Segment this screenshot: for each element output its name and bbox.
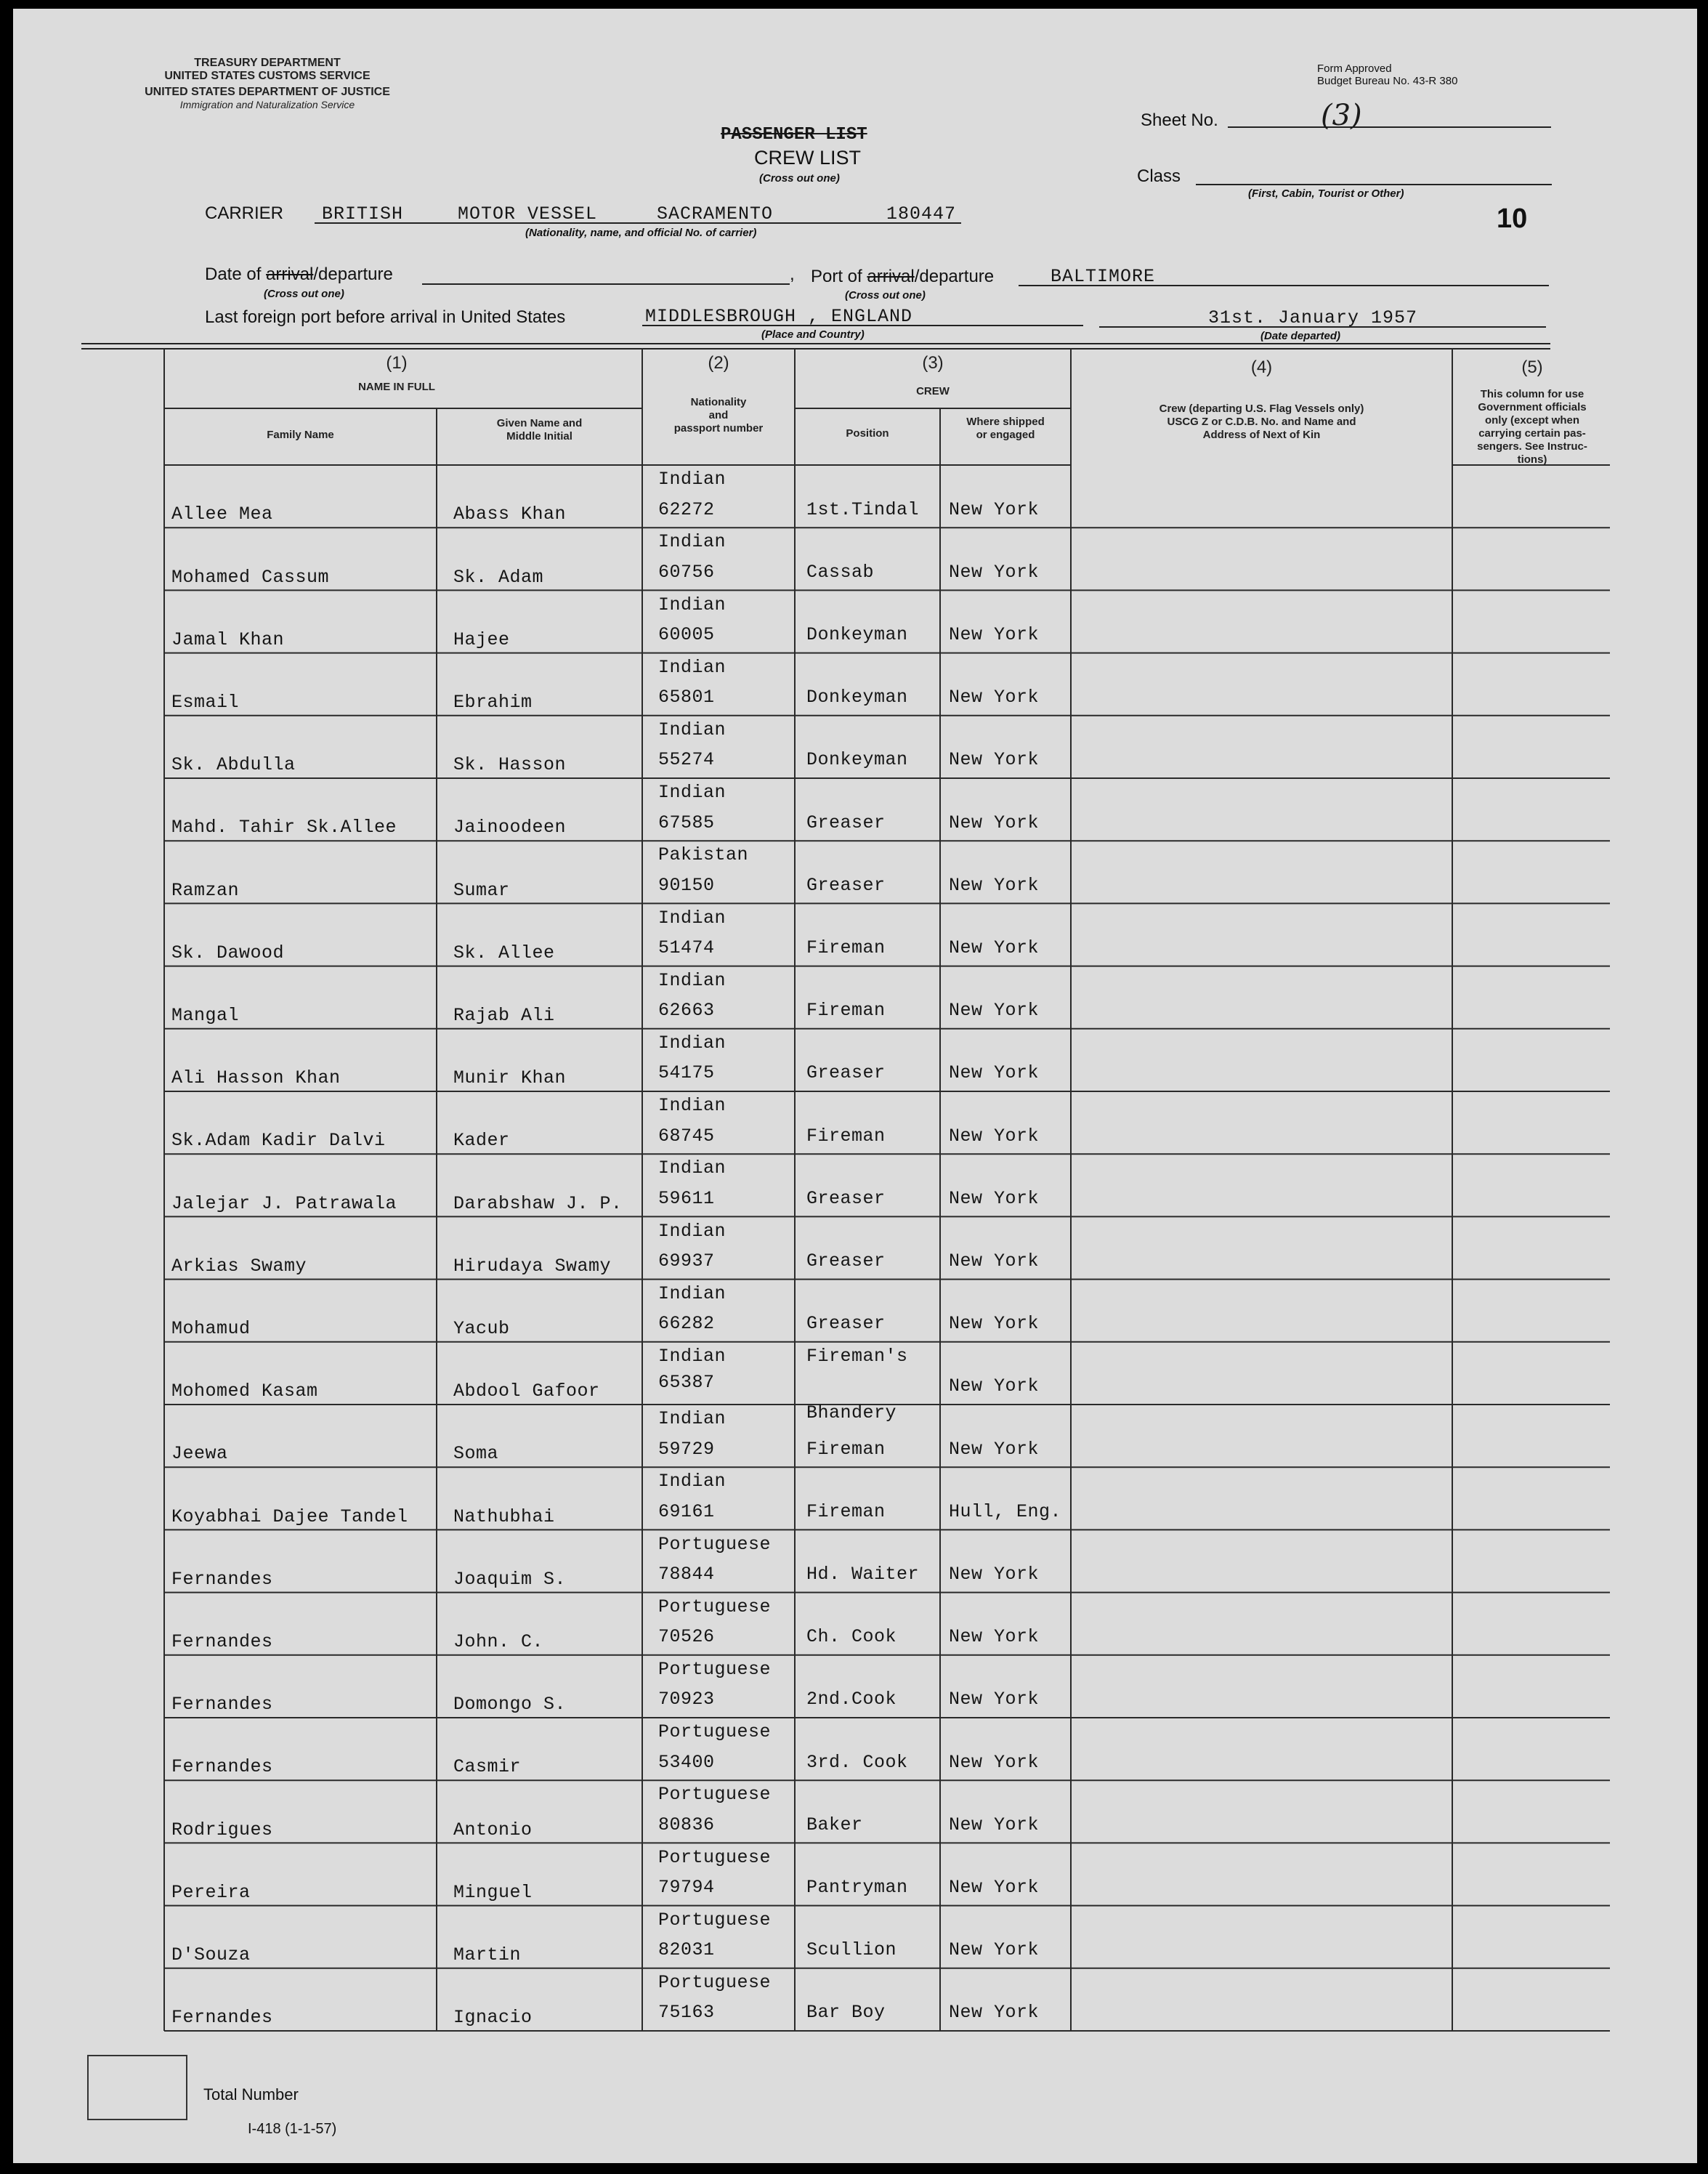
nationality: Portuguese: [658, 1721, 772, 1743]
passport-number: 80836: [658, 1814, 715, 1835]
position: Greaser: [806, 874, 886, 896]
carrier-nationality: BRITISH: [322, 203, 404, 225]
family-name: Jeewa: [171, 1443, 228, 1465]
nationality: Indian: [658, 782, 726, 804]
carrier-note: (Nationality, name, and official No. of carrier): [525, 227, 757, 239]
nationality: Portuguese: [658, 1596, 772, 1617]
crew-list-form: [13, 9, 1697, 2163]
family-name: Ali Hasson Khan: [171, 1067, 341, 1089]
nationality: Indian: [658, 1095, 726, 1117]
given-name: Darabshaw J. P.: [453, 1192, 623, 1214]
position: Greaser: [806, 1187, 886, 1209]
family-name: Koyabhai Dajee Tandel: [171, 1506, 408, 1527]
where-shipped: New York: [949, 1438, 1040, 1460]
where-shipped: New York: [949, 749, 1040, 771]
where-shipped: Hull, Eng.: [949, 1500, 1062, 1522]
position: 3rd. Cook: [806, 1751, 908, 1773]
given-name: Yacub: [453, 1318, 510, 1340]
nationality: Portuguese: [658, 1909, 772, 1931]
nationality: Portuguese: [658, 1784, 772, 1806]
col5-header-3: only (except when: [1484, 414, 1580, 427]
nationality: Indian: [658, 1220, 726, 1242]
passport-number: 53400: [658, 1751, 715, 1773]
nationality: Indian: [658, 969, 726, 991]
passenger-list-struck: PASSENGER LIST: [721, 125, 867, 145]
where-shipped: New York: [949, 874, 1040, 896]
col3-number: (3): [922, 353, 944, 373]
given-name: Sk. Hasson: [453, 754, 567, 776]
passport-number: 59611: [658, 1187, 715, 1209]
where-shipped: New York: [949, 1375, 1040, 1397]
col5-header-5: sengers. See Instruc-: [1477, 440, 1587, 453]
nationality: Pakistan: [658, 844, 749, 866]
family-name: Sk.Adam Kadir Dalvi: [171, 1130, 386, 1152]
where-shipped: New York: [949, 1125, 1040, 1147]
agency-line-4: Immigration and Naturalization Service: [179, 99, 355, 110]
port-label-post: /departure: [914, 267, 995, 286]
given-name: Minguel: [453, 1881, 533, 1903]
where-shipped: New York: [949, 1814, 1040, 1835]
given-name: Casmir: [453, 1756, 522, 1778]
given-name: Hirudaya Swamy: [453, 1255, 612, 1277]
given-name: Abass Khan: [453, 504, 567, 525]
passport-number: 70923: [658, 1689, 715, 1710]
where-shipped: New York: [949, 1689, 1040, 1710]
agency-line-2: UNITED STATES CUSTOMS SERVICE: [164, 70, 371, 82]
given-name: Ignacio: [453, 2007, 533, 2029]
last-port-note: (Place and Country): [761, 328, 865, 341]
date-comma: ,: [790, 264, 795, 284]
passport-number: 59729: [658, 1438, 715, 1460]
family-name: Fernandes: [171, 2007, 273, 2029]
last-port-value: MIDDLESBROUGH , ENGLAND: [645, 306, 913, 327]
port-label-struck: arrival: [867, 267, 915, 286]
nationality: Indian: [658, 719, 726, 740]
class-label: Class: [1137, 166, 1181, 186]
col3b-header-1: Where shipped: [966, 416, 1045, 428]
nationality: Indian: [658, 1471, 726, 1492]
last-port-label: Last foreign port before arrival in United States: [205, 307, 566, 327]
nationality: Indian: [658, 531, 726, 553]
position: Fireman: [806, 1438, 886, 1460]
passport-number: 55274: [658, 749, 715, 771]
given-name: Sk. Allee: [453, 942, 555, 963]
total-number-label: Total Number: [203, 2085, 299, 2104]
passport-number: 78844: [658, 1563, 715, 1585]
position: Bar Boy: [806, 2002, 886, 2024]
family-name: Rodrigues: [171, 1819, 273, 1840]
family-name: Jalejar J. Patrawala: [171, 1192, 397, 1214]
col5-header: [1452, 388, 1612, 466]
nationality: Indian: [658, 1408, 726, 1430]
nationality: Indian: [658, 469, 726, 490]
position: Baker: [806, 1814, 863, 1835]
passport-number: 82031: [658, 1939, 715, 1961]
where-shipped: New York: [949, 1062, 1040, 1084]
carrier-name: SACRAMENTO: [657, 203, 774, 225]
col5-header-4: carrying certain pas-: [1478, 427, 1586, 440]
col3b-header-2: or engaged: [976, 429, 1035, 441]
passport-number: 79794: [658, 1876, 715, 1898]
col4-header: [1071, 403, 1452, 442]
position: Fireman's: [806, 1345, 908, 1367]
col4-header-3: Address of Next of Kin: [1202, 429, 1321, 441]
col2-header-3: passport number: [673, 422, 764, 435]
nationality: Portuguese: [658, 1971, 772, 1993]
family-name: Fernandes: [171, 1631, 273, 1653]
family-name: Fernandes: [171, 1694, 273, 1716]
given-name: Nathubhai: [453, 1506, 555, 1527]
passport-number: 65387: [658, 1372, 715, 1394]
given-name: Rajab Ali: [453, 1005, 555, 1027]
family-name: Fernandes: [171, 1568, 273, 1590]
family-name: Mahd. Tahir Sk.Allee: [171, 817, 397, 839]
date-note: (Cross out one): [264, 288, 344, 300]
title-note: (Cross out one): [759, 172, 840, 185]
where-shipped: New York: [949, 2002, 1040, 2024]
form-approved-line-1: Form Approved: [1317, 62, 1392, 75]
passport-number: 54175: [658, 1062, 715, 1084]
where-shipped: New York: [949, 1939, 1040, 1961]
where-shipped: New York: [949, 1626, 1040, 1648]
passport-number: 69161: [658, 1500, 715, 1522]
family-name: Arkias Swamy: [171, 1255, 307, 1277]
carrier-vessel-type: MOTOR VESSEL: [458, 203, 598, 225]
position: Ch. Cook: [806, 1626, 897, 1648]
where-shipped: New York: [949, 1563, 1040, 1585]
passport-number: 66282: [658, 1313, 715, 1335]
port-note: (Cross out one): [845, 289, 926, 302]
position: Greaser: [806, 1313, 886, 1335]
passport-number: 60005: [658, 623, 715, 645]
given-name: Antonio: [453, 1819, 533, 1840]
family-name: Jamal Khan: [171, 629, 285, 650]
carrier-label: CARRIER: [205, 203, 284, 223]
family-name: Mohamed Cassum: [171, 566, 330, 588]
date-label-struck: arrival: [266, 264, 314, 284]
where-shipped: New York: [949, 937, 1040, 958]
given-name: Munir Khan: [453, 1067, 567, 1089]
nationality: Portuguese: [658, 1533, 772, 1555]
position: Fireman: [806, 1125, 886, 1147]
position: 2nd.Cook: [806, 1689, 897, 1710]
col3-title: CREW: [916, 385, 950, 397]
family-name: Pereira: [171, 1881, 251, 1903]
where-shipped: New York: [949, 1000, 1040, 1022]
where-shipped: New York: [949, 1250, 1040, 1272]
given-name: Sumar: [453, 879, 510, 901]
position: Fireman: [806, 1500, 886, 1522]
given-name: Hajee: [453, 629, 510, 650]
port-value: BALTIMORE: [1051, 266, 1156, 287]
family-name: Mohomed Kasam: [171, 1381, 318, 1402]
col3a-header: Position: [846, 427, 889, 440]
col4-number: (4): [1250, 357, 1273, 377]
passport-number: 67585: [658, 812, 715, 833]
col1-number: (1): [386, 353, 408, 373]
where-shipped: New York: [949, 812, 1040, 833]
given-name: Jainoodeen: [453, 817, 567, 839]
where-shipped: New York: [949, 1187, 1040, 1209]
col2-header-2: and: [708, 409, 729, 421]
where-shipped: New York: [949, 1751, 1040, 1773]
family-name: Allee Mea: [171, 504, 273, 525]
col1b-header-2: Middle Initial: [506, 430, 572, 443]
position: 1st.Tindal: [806, 498, 920, 520]
total-number-box: [87, 2055, 187, 2120]
col5-header-2: Government officials: [1478, 401, 1587, 413]
position: Fireman: [806, 1000, 886, 1022]
nationality: Indian: [658, 594, 726, 615]
agency-line-1: TREASURY DEPARTMENT: [194, 57, 341, 69]
given-name: Sk. Adam: [453, 566, 544, 588]
given-name: Domongo S.: [453, 1694, 567, 1716]
position: Donkeyman: [806, 623, 908, 645]
passport-number: 65801: [658, 687, 715, 708]
passport-number: 69937: [658, 1250, 715, 1272]
sheet-stamp-number: 10: [1497, 203, 1528, 234]
where-shipped: New York: [949, 1876, 1040, 1898]
departed-date-value: 31st. January 1957: [1208, 307, 1418, 328]
form-approved-line-2: Budget Bureau No. 43-R 380: [1317, 75, 1458, 87]
col1a-header: Family Name: [267, 429, 334, 441]
col4-header-2: USCG Z or C.D.B. No. and Name and: [1167, 416, 1356, 428]
given-name: Martin: [453, 1944, 522, 1966]
position: Scullion: [806, 1939, 897, 1961]
position: Donkeyman: [806, 687, 908, 708]
date-label-pre: Date of: [205, 264, 267, 284]
where-shipped: New York: [949, 561, 1040, 583]
col2-number: (2): [708, 353, 729, 373]
col5-header-1: This column for use: [1480, 388, 1584, 400]
col1-title: NAME IN FULL: [358, 381, 435, 393]
family-name: Sk. Abdulla: [171, 754, 296, 776]
passport-number: 62272: [658, 498, 715, 520]
nationality: Indian: [658, 1282, 726, 1304]
given-name: Ebrahim: [453, 692, 533, 714]
col1b-header: [437, 417, 642, 443]
position: Hd. Waiter: [806, 1563, 920, 1585]
col2-header-1: Nationality: [690, 396, 747, 408]
sheet-number-value: (3): [1321, 99, 1362, 132]
passport-number: 51474: [658, 937, 715, 958]
where-shipped: New York: [949, 623, 1040, 645]
position: Donkeyman: [806, 749, 908, 771]
passport-number: 60756: [658, 561, 715, 583]
position: Pantryman: [806, 1876, 908, 1898]
nationality: Indian: [658, 1345, 726, 1367]
crew-list-title: CREW LIST: [754, 147, 862, 169]
form-number: I-418 (1-1-57): [248, 2121, 337, 2137]
given-name: Soma: [453, 1443, 499, 1465]
family-name: Sk. Dawood: [171, 942, 285, 963]
class-note: (First, Cabin, Tourist or Other): [1248, 187, 1404, 200]
family-name: Mangal: [171, 1005, 240, 1027]
position: Greaser: [806, 1062, 886, 1084]
sheet-number-label: Sheet No.: [1141, 110, 1218, 130]
col5-header-6: tions): [1517, 453, 1547, 466]
agency-line-3: UNITED STATES DEPARTMENT OF JUSTICE: [145, 86, 390, 98]
passport-number: 75163: [658, 2002, 715, 2024]
nationality: Indian: [658, 907, 726, 929]
passport-number: 68745: [658, 1125, 715, 1147]
nationality: Portuguese: [658, 1658, 772, 1680]
col1b-header-1: Given Name and: [496, 417, 583, 429]
position: Fireman: [806, 937, 886, 958]
family-name: D'Souza: [171, 1944, 251, 1966]
col5-number: (5): [1521, 357, 1543, 377]
port-label-pre: Port of: [811, 267, 867, 286]
nationality: Indian: [658, 656, 726, 678]
given-name: Joaquim S.: [453, 1568, 567, 1590]
where-shipped: New York: [949, 498, 1040, 520]
passport-number: 70526: [658, 1626, 715, 1648]
position: Greaser: [806, 812, 886, 833]
passport-number: 90150: [658, 874, 715, 896]
carrier-official-number: 180447: [886, 203, 957, 225]
col3b-header: [940, 416, 1071, 442]
col2-header: [642, 396, 795, 435]
given-name: Abdool Gafoor: [453, 1381, 600, 1402]
given-name: Kader: [453, 1130, 510, 1152]
given-name: John. C.: [453, 1631, 544, 1653]
position: Cassab: [806, 561, 875, 583]
date-label-post: /departure: [313, 264, 393, 284]
nationality: Indian: [658, 1157, 726, 1179]
family-name: Mohamud: [171, 1318, 251, 1340]
nationality: Portuguese: [658, 1846, 772, 1868]
col4-header-1: Crew (departing U.S. Flag Vessels only): [1159, 403, 1364, 415]
family-name: Fernandes: [171, 1756, 273, 1778]
nationality: Indian: [658, 1032, 726, 1054]
where-shipped: New York: [949, 687, 1040, 708]
family-name: Esmail: [171, 692, 240, 714]
position: Greaser: [806, 1250, 886, 1272]
where-shipped: New York: [949, 1313, 1040, 1335]
departed-date-note: (Date departed): [1260, 330, 1341, 342]
position-line-2: Bhandery: [806, 1402, 897, 1423]
passport-number: 62663: [658, 1000, 715, 1022]
family-name: Ramzan: [171, 879, 240, 901]
